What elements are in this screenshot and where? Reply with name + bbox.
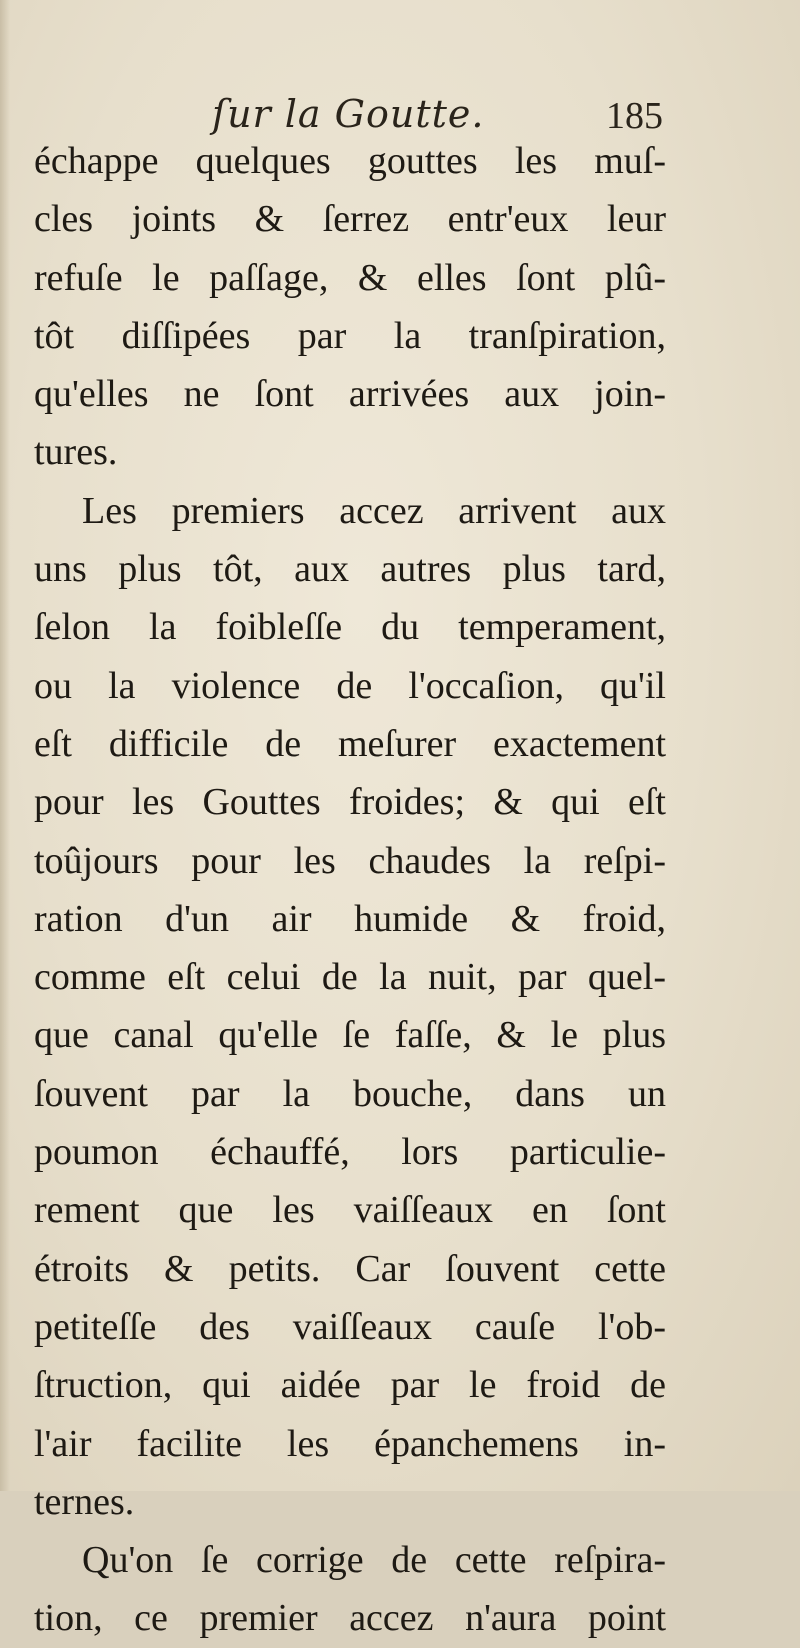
text-line: l'air facilite les épanchemens in- [34, 1422, 666, 1465]
text-line: uns plus tôt, aux autres plus tard, [34, 548, 666, 591]
page-number: 185 [606, 95, 663, 137]
text-line: toûjours pour les chaudes la reſpi- [34, 839, 666, 882]
text-line: petiteſſe des vaiſſeaux cauſe l'ob- [34, 1305, 666, 1348]
text-line: refuſe le paſſage, & elles ſont plû- [34, 256, 666, 299]
running-head-title: ſur la Goutte. [212, 92, 485, 136]
text-line: ſtruction, qui aidée par le froid de [34, 1364, 666, 1407]
text-line: ou la violence de l'occaſion, qu'il [34, 664, 666, 707]
page-edge-shadow [0, 0, 10, 1491]
text-line: ſouvent par la bouche, dans un [34, 1072, 666, 1115]
text-line: comme eſt celui de la nuit, par quel- [34, 956, 666, 999]
paragraph-3 [34, 1531, 666, 1648]
text-line: Les premiers accez arrivent aux [82, 489, 666, 532]
text-line: ration d'un air humide & froid, [34, 897, 666, 940]
text-line: ſelon la foibleſſe du temperament, [34, 606, 666, 649]
text-line: tion, ce premier accez n'aura point [34, 1597, 666, 1640]
text-line: ternes. [34, 1480, 135, 1523]
body-text [34, 132, 666, 1648]
text-line: tôt diſſipées par la tranſpiration, [34, 314, 666, 357]
text-line: rement que les vaiſſeaux en ſont [34, 1189, 666, 1232]
text-line: Qu'on ſe corrige de cette reſpira- [82, 1539, 666, 1582]
text-line: qu'elles ne ſont arrivées aux join- [34, 373, 666, 416]
paragraph-2 [34, 482, 666, 1531]
text-line: que canal qu'elle ſe faſſe, & le plus [34, 1014, 666, 1057]
paragraph-1 [34, 132, 666, 482]
text-line: eſt difficile de meſurer exactement [34, 722, 666, 765]
text-line: poumon échauffé, lors particulie- [34, 1131, 666, 1174]
text-line: cles joints & ſerrez entr'eux leur [34, 198, 666, 241]
text-line: étroits & petits. Car ſouvent cette [34, 1247, 666, 1290]
text-line: pour les Gouttes froides; & qui eſt [34, 781, 666, 824]
text-line: tures. [34, 431, 118, 474]
text-line: échappe quelques gouttes les muſ- [34, 140, 666, 182]
